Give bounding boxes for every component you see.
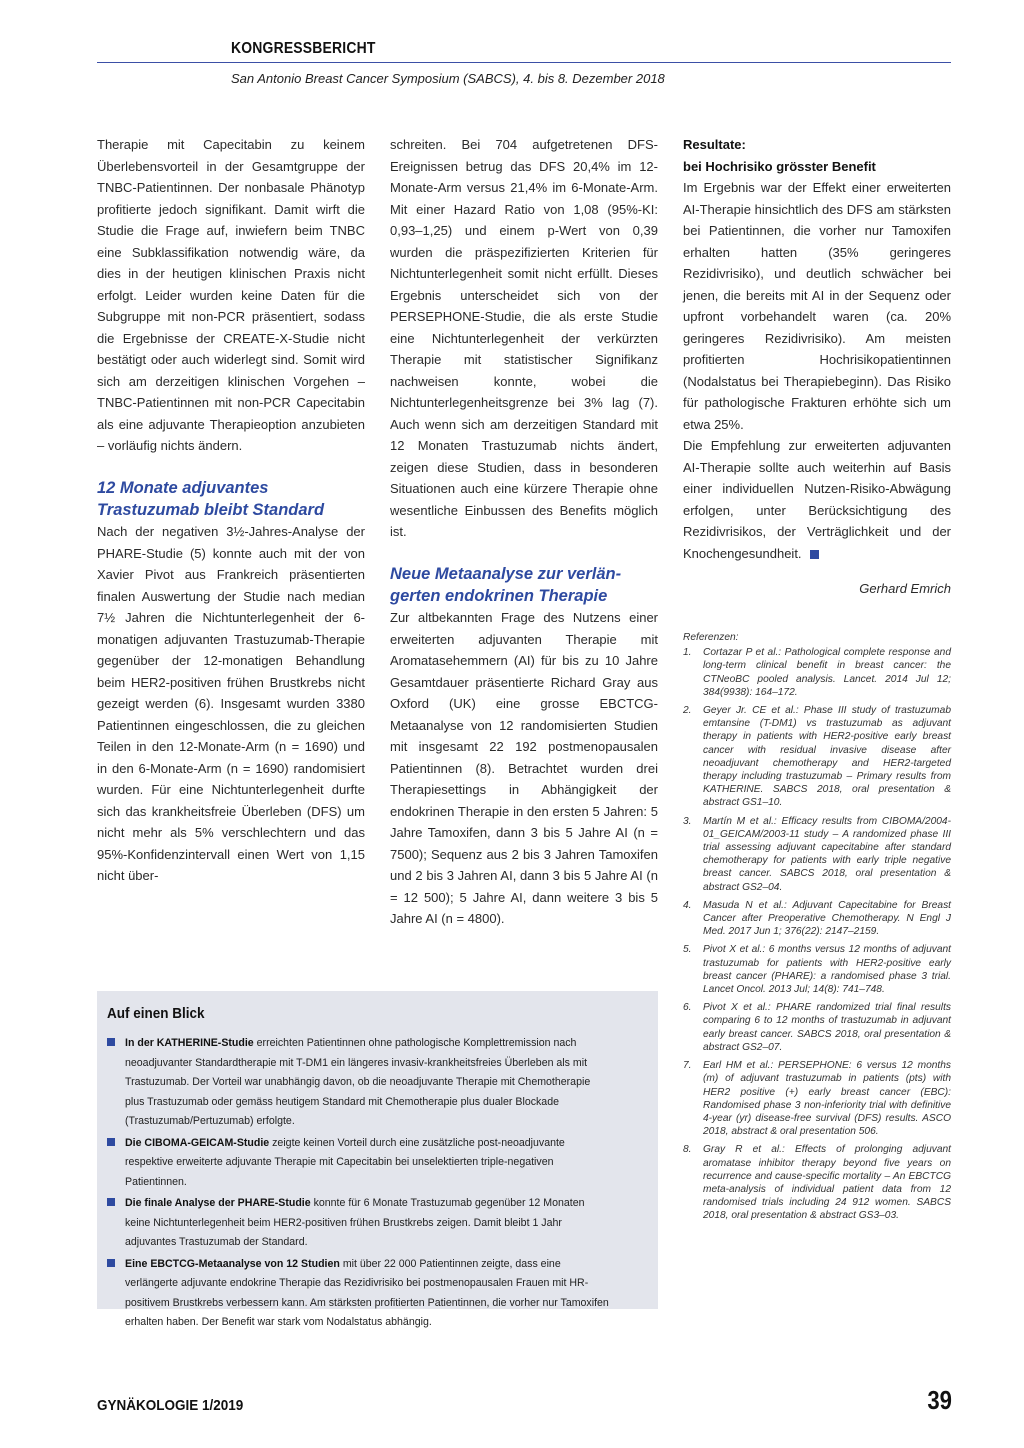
column-2	[390, 134, 658, 930]
summary-item-text: mit über 22 000 Patientinnen zeigte, dass eine verlängerte adjuvante endokrine Therapie das Rezidivrisiko bei postmenopausalen Frauen mit HR-positivem Brustkrebs verbessern kann. Am stärksten profitierten Patientinnen, die vorher nur Tamoxifen erhalten haben. Der Benefit war stark vom Nodalstatus abhängig.	[125, 1257, 609, 1328]
bullet-square-icon	[107, 1259, 115, 1267]
reference-number: 3.	[683, 815, 692, 827]
summary-item	[107, 1134, 646, 1193]
reference-item	[683, 1143, 951, 1222]
reference-item	[683, 646, 951, 699]
paragraph: Therapie mit Capecitabin zu keinem Überlebensvorteil in der Gesamtgruppe der TNBC-Patientinnen. Der nonbasale Phänotyp profitierte jedoch signifikant. Damit wirft die Studie die Frage auf, inwiefern beim TNBC eine Subklassifikation notwendig wäre, da dies in der heutigen klinischen Praxis nicht erfolgt. Leider wurden keine Daten für die Subgruppe mit non-PCR präsentiert, sodass die Ergebnisse der CREATE-X-Studie nicht bestätigt oder auch widerlegt sind. Somit wird sich am derzeitigen klinischen Vorgehen – TNBC-Patientinnen mit non-PCR Capecitabin als eine adjuvante Therapieoption anzubieten – vorläufig nichts ändern.	[97, 137, 365, 453]
reference-number: 6.	[683, 1002, 692, 1014]
reference-text: Earl HM et al.: PERSEPHONE: 6 versus 12 months (m) of adjuvant trastuzumab in patients (pts) with HER2 positive (+) early breast cancer (EBC): Randomised phase 3 non-inferiority trial with definitive 4-year (yr) disease-free survival (DFS) results. ASCO 2018, abstract & oral presentation 506.	[703, 1060, 951, 1138]
reference-number: 1.	[683, 647, 692, 659]
references-label: Referenzen:	[683, 632, 739, 643]
summary-item-text: konnte für 6 Monate Trastuzumab gegenüber 12 Monaten keine Nichtunterlegenheit beim HER2-positiven frühen Brustkrebs zeigen. Damit bleibt 1 Jahr adjuvantes Trastuzumab der Standard.	[125, 1197, 585, 1248]
end-marker-icon	[810, 550, 819, 559]
reference-item	[683, 704, 951, 810]
bullet-square-icon	[107, 1198, 115, 1206]
reference-number: 4.	[683, 899, 692, 911]
bullet-square-icon	[107, 1038, 115, 1046]
reference-text: Martín M et al.: Efficacy results from CIBOMA/2004-01_GEICAM/2003-11 study – A randomized phase III trial assessing adjuvant capecitabine after standard chemotherapy for patients with early triple negative breast cancer. SABCS 2018, oral presentation & abstract GS2–04.	[703, 815, 951, 893]
column-1	[97, 134, 365, 887]
reference-text: Pivot X et al.: PHARE randomized trial final results comparing 6 to 12 months of trastuzumab in adjuvant early breast cancer. SABCS 2018, oral presentation & abstract GS2–07.	[703, 1002, 951, 1053]
paragraph: schreiten. Bei 704 aufgetretenen DFS-Ereignissen betrug das DFS 20,4% im 12-Monate-Arm versus 21,4% im 6-Monate-Arm. Mit einer Hazard Ratio von 1,08 (95%-KI: 0,93–1,25) und einem p-Wert von 0,39 wurden die präspezifizierten Kriterien für Nichtunterlegenheit somit nicht erfüllt. Dieses Ergebnis unterscheidet sich von der PERSEPHONE-Studie, die als erste Studie eine Nichtunterlegenheit der verkürzten Therapie mit statistischer Signifikanz nachweisen konnte, wobei die Nichtunterlegenheitsgrenze bei 3% lag (7). Auch wenn sich am derzeitigen Standard mit 12 Monaten Trastuzumab nichts ändert, zeigen diese Studien, dass in besonderen Situationen auch eine kürzere Therapie ohne wesentliche Einbussen des Benefits möglich ist.	[390, 137, 658, 539]
references	[683, 631, 951, 1228]
reference-item	[683, 1001, 951, 1054]
reference-text: Geyer Jr. CE et al.: Phase III study of trastuzumab emtansine (T-DM1) vs trastuzumab as adjuvant therapy in patients with HER2-positive early breast cancer with residual invasive disease after neoadjuvant chemotherapy and HER2-targeted therapy including trastuzumab – Primary results from KATHERINE. SABCS 2018, oral presentation & abstract GS1–10.	[703, 705, 951, 809]
paragraph: Die Empfehlung zur erweiterten adjuvanten AI-Therapie sollte auch weiterhin auf Basis einer individuellen Nutzen-Risiko-Abwägung erfolgen, unter Berücksichtigung des Rezidivrisikos, der Verträglichkeit und der Knochengesundheit.	[683, 438, 951, 561]
reference-item	[683, 1059, 951, 1138]
journal-issue: GYNÄKOLOGIE 1/2019	[97, 1397, 244, 1414]
section-title: KONGRESSBERICHT	[231, 40, 376, 57]
section-heading: 12 Monate adjuvantes Trastuzumab bleibt Standard	[97, 479, 325, 519]
reference-item	[683, 899, 951, 939]
summary-item	[107, 1194, 646, 1253]
page-number: 39	[927, 1385, 952, 1415]
summary-item-lead: In der KATHERINE-Studie	[125, 1037, 254, 1049]
summary-item-text: zeigte keinen Vorteil durch eine zusätzliche post-neoadjuvante respektive erweiterte adjuvante Therapie mit Capecitabin bei unselektierten triple-negativen Patientinnen.	[125, 1136, 565, 1188]
congress-subtitle: San Antonio Breast Cancer Symposium (SABCS), 4. bis 8. Dezember 2018	[231, 71, 665, 86]
reference-text: Pivot X et al.: 6 months versus 12 months of adjuvant trastuzumab for patients with HER2-positive early breast cancer (PHARE): a randomised phase 3 trial. Lancet Oncol. 2013 Jul; 14(8): 741–748.	[703, 944, 951, 996]
summary-item	[107, 1255, 646, 1333]
summary-box	[97, 991, 658, 1328]
results-heading: Resultate: bei Hochrisiko grösster Benefit	[683, 137, 876, 174]
summary-item-lead: Eine EBCTCG-Metaanalyse von 12 Studien	[125, 1257, 340, 1270]
reference-number: 7.	[683, 1060, 692, 1072]
reference-number: 5.	[683, 944, 692, 956]
summary-item-lead: Die CIBOMA-GEICAM-Studie	[125, 1136, 270, 1149]
bullet-square-icon	[107, 1138, 115, 1146]
reference-item	[683, 943, 951, 996]
paragraph: Im Ergebnis war der Effekt einer erweiterten AI-Therapie hinsichtlich des DFS am stärksten bei Patientinnen, die vorher nur Tamoxifen erhalten hatten (35% geringeres Rezidivrisiko), und deutlich schwächer bei jenen, die bereits mit AI in der Sequenz oder upfront vorbehandelt waren (ca. 20% geringeres Rezidivrisiko). Am meisten profitierten Hochrisikopatientinnen (Nodalstatus bei Therapiebeginn). Das Risiko für pathologische Frakturen erhöhte sich um etwa 25%.	[683, 180, 951, 432]
paragraph: Zur altbekannten Frage des Nutzens einer erweiterten adjuvanten Therapie mit Aromatasehemmern (AI) für bis zu 10 Jahre Gesamtdauer präsentierte Richard Gray aus Oxford (UK) eine grosse EBCTCG-Metaanalyse von 12 randomisierten Studien mit insgesamt 22 192 postmenopausalen Patientinnen (8). Betrachtet wurden drei Therapiesettings in Abhängigkeit der endokrinen Therapie in den ersten 5 Jahren: 5 Jahre Tamoxifen, dann 3 bis 5 Jahre AI (n = 7500); Sequenz aus 2 bis 3 Jahren Tamoxifen und 2 bis 3 Jahren AI, dann 3 bis 5 Jahre AI (n = 12 500); 5 Jahre AI, dann weitere 3 bis 5 Jahre AI (n = 4800).	[390, 610, 658, 926]
summary-box-title: Auf einen Blick	[107, 1005, 205, 1022]
header-divider	[97, 62, 951, 63]
summary-item-text: erreichten Patientinnen ohne pathologische Komplettremission nach neoadjuvanter Standardtherapie mit T-DM1 ein längeres invasiv-krankheitsfreies Überleben als mit Trastuzumab. Der Vorteil war unabhängig davon, ob die neoadjuvante Therapie mit Chemotherapie plus Trastuzumab oder gemäss heutigem Standard mit Chemotherapie plus dualer Blockade (Trastuzumab/Pertuzumab) erfolgte.	[125, 1037, 591, 1127]
paragraph: Nach der negativen 3½-Jahres-Analyse der PHARE-Studie (5) konnte auch mit der von Xavier Pivot aus Frankreich präsentierten finalen Auswertung der Studie nach median 7½ Jahren die Nichtunterlegenheit der 6-monatigen adjuvanten Trastuzumab-Therapie gegenüber der 12-monatigen Behandlung beim HER2-positiven frühen Brustkrebs nicht gezeigt werden (6). Insgesamt wurden 3380 Patientinnen eingeschlossen, die zu gleichen Teilen in den 12-Monate-Arm (n = 1690) und in den 6-Monate-Arm (n = 1690) randomisiert wurden. Für eine Nichtunterlegenheit durfte sich das krankheitsfreie Überleben (DFS) um nicht mehr als 5% verschlechtern und das 95%-Konfidenzintervall einen Wert von 1,15 nicht über-	[97, 524, 365, 883]
summary-item-lead: Die finale Analyse der PHARE-Studie	[125, 1197, 311, 1209]
reference-number: 2.	[683, 705, 692, 717]
summary-item	[107, 1034, 646, 1132]
section-heading: Neue Metaanalyse zur verlän- gerten endokrinen Therapie	[390, 565, 622, 605]
reference-text: Gray R et al.: Effects of prolonging adjuvant aromatase inhibitor therapy beyond five years on recurrence and cause-specific mortality – An EBCTCG meta-analysis of individual patient data from 12 randomised trials including 24 912 women. SABCS 2018, oral presentation & abstract GS3–03.	[703, 1144, 951, 1222]
author: Gerhard Emrich	[859, 581, 951, 596]
reference-list	[683, 646, 951, 1222]
summary-list	[107, 1034, 646, 1333]
reference-item	[683, 815, 951, 894]
reference-number: 8.	[683, 1144, 692, 1156]
reference-text: Cortazar P et al.: Pathological complete response and long-term clinical benefit in breast cancer: the CTNeoBC pooled analysis. Lancet. 2014 Jul 12; 384(9938): 164–172.	[703, 647, 951, 698]
column-3	[683, 134, 951, 600]
reference-text: Masuda N et al.: Adjuvant Capecitabine for Breast Cancer after Preoperative Chemotherapy. N Engl J Med. 2017 Jun 1; 376(22): 2147–2159.	[703, 899, 951, 938]
